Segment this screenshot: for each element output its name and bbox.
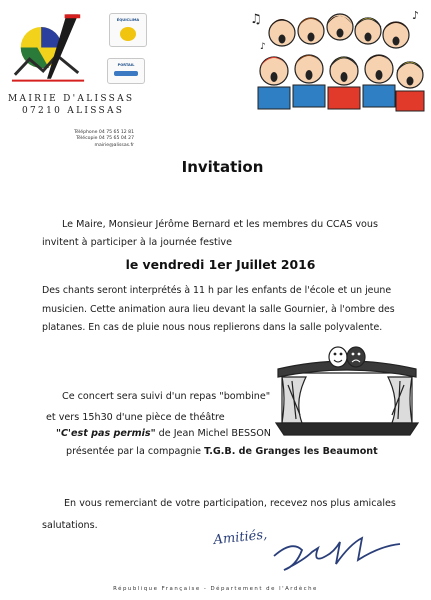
choir-illustration bbox=[244, 5, 426, 127]
meal-line: Ce concert sera suivi d'un repas "bombine" bbox=[62, 391, 271, 402]
equiclima-badge bbox=[109, 13, 147, 47]
company-line bbox=[66, 443, 378, 460]
play-title: "C'est pas permis" bbox=[56, 428, 156, 439]
portail-badge bbox=[107, 58, 145, 84]
choir-front-row bbox=[258, 55, 424, 111]
svg-text:♪: ♪ bbox=[412, 9, 420, 22]
badge1-emblem-icon bbox=[120, 27, 136, 41]
footer-text: République Française - Département de l'Ardèche bbox=[113, 586, 318, 592]
svg-text:♫: ♫ bbox=[250, 12, 262, 27]
contact-block bbox=[34, 130, 134, 149]
mairie-name: MAIRIE D'ALISSAS bbox=[8, 94, 135, 104]
theatre-time-line: et vers 15h30 d'une pièce de théâtre bbox=[46, 412, 225, 423]
company-name: T.G.B. de Granges les Beaumont bbox=[204, 446, 378, 457]
alissas-logo-icon bbox=[10, 10, 88, 85]
badge1-title: ÉQUICLIMA bbox=[116, 18, 140, 22]
closing-line-1: En vous remerciant de votre participation, recevez nos plus amicales bbox=[64, 498, 396, 509]
event-date: le vendredi 1er Juillet 2016 bbox=[125, 257, 316, 272]
badge2-bar-icon bbox=[114, 71, 138, 76]
theatre-stage-illustration bbox=[272, 345, 422, 440]
svg-text:♪: ♪ bbox=[260, 42, 266, 52]
badge2-title: PORTAIL bbox=[117, 63, 135, 67]
contact-fax: Télécopie 04 75 65 04 27 bbox=[76, 136, 134, 142]
closing-line-2: salutations. bbox=[42, 520, 98, 531]
contact-email: mairie@alissas.fr bbox=[94, 142, 134, 148]
choir-back-row bbox=[269, 14, 409, 48]
play-author: de Jean Michel BESSON bbox=[155, 428, 271, 439]
program-paragraph: Des chants seront interprétés à 11 h par les enfants de l'école et un jeune musicien. Cette animation aura lieu devant la salle Gournier, à l'ombre des platanes. En cas de pluie nous nous replierons dans la salle polyvalente. bbox=[42, 285, 395, 334]
signature bbox=[200, 520, 405, 582]
company-prefix: présentée par la compagnie bbox=[66, 446, 205, 457]
signature-greeting: Amitiés, bbox=[212, 527, 268, 548]
mairie-city: 07210 ALISSAS bbox=[22, 106, 125, 116]
intro-line-1: Le Maire, Monsieur Jérôme Bernard et les membres du CCAS vous bbox=[62, 219, 378, 230]
play-line bbox=[56, 425, 271, 442]
invitation-title: Invitation bbox=[181, 158, 264, 176]
signature-scribble bbox=[274, 538, 400, 570]
intro-line-2: invitent à participer à la journée festive bbox=[42, 237, 232, 248]
logo-red-bar bbox=[65, 14, 81, 18]
contact-phone: Téléphone 04 75 65 12 81 bbox=[74, 130, 134, 135]
